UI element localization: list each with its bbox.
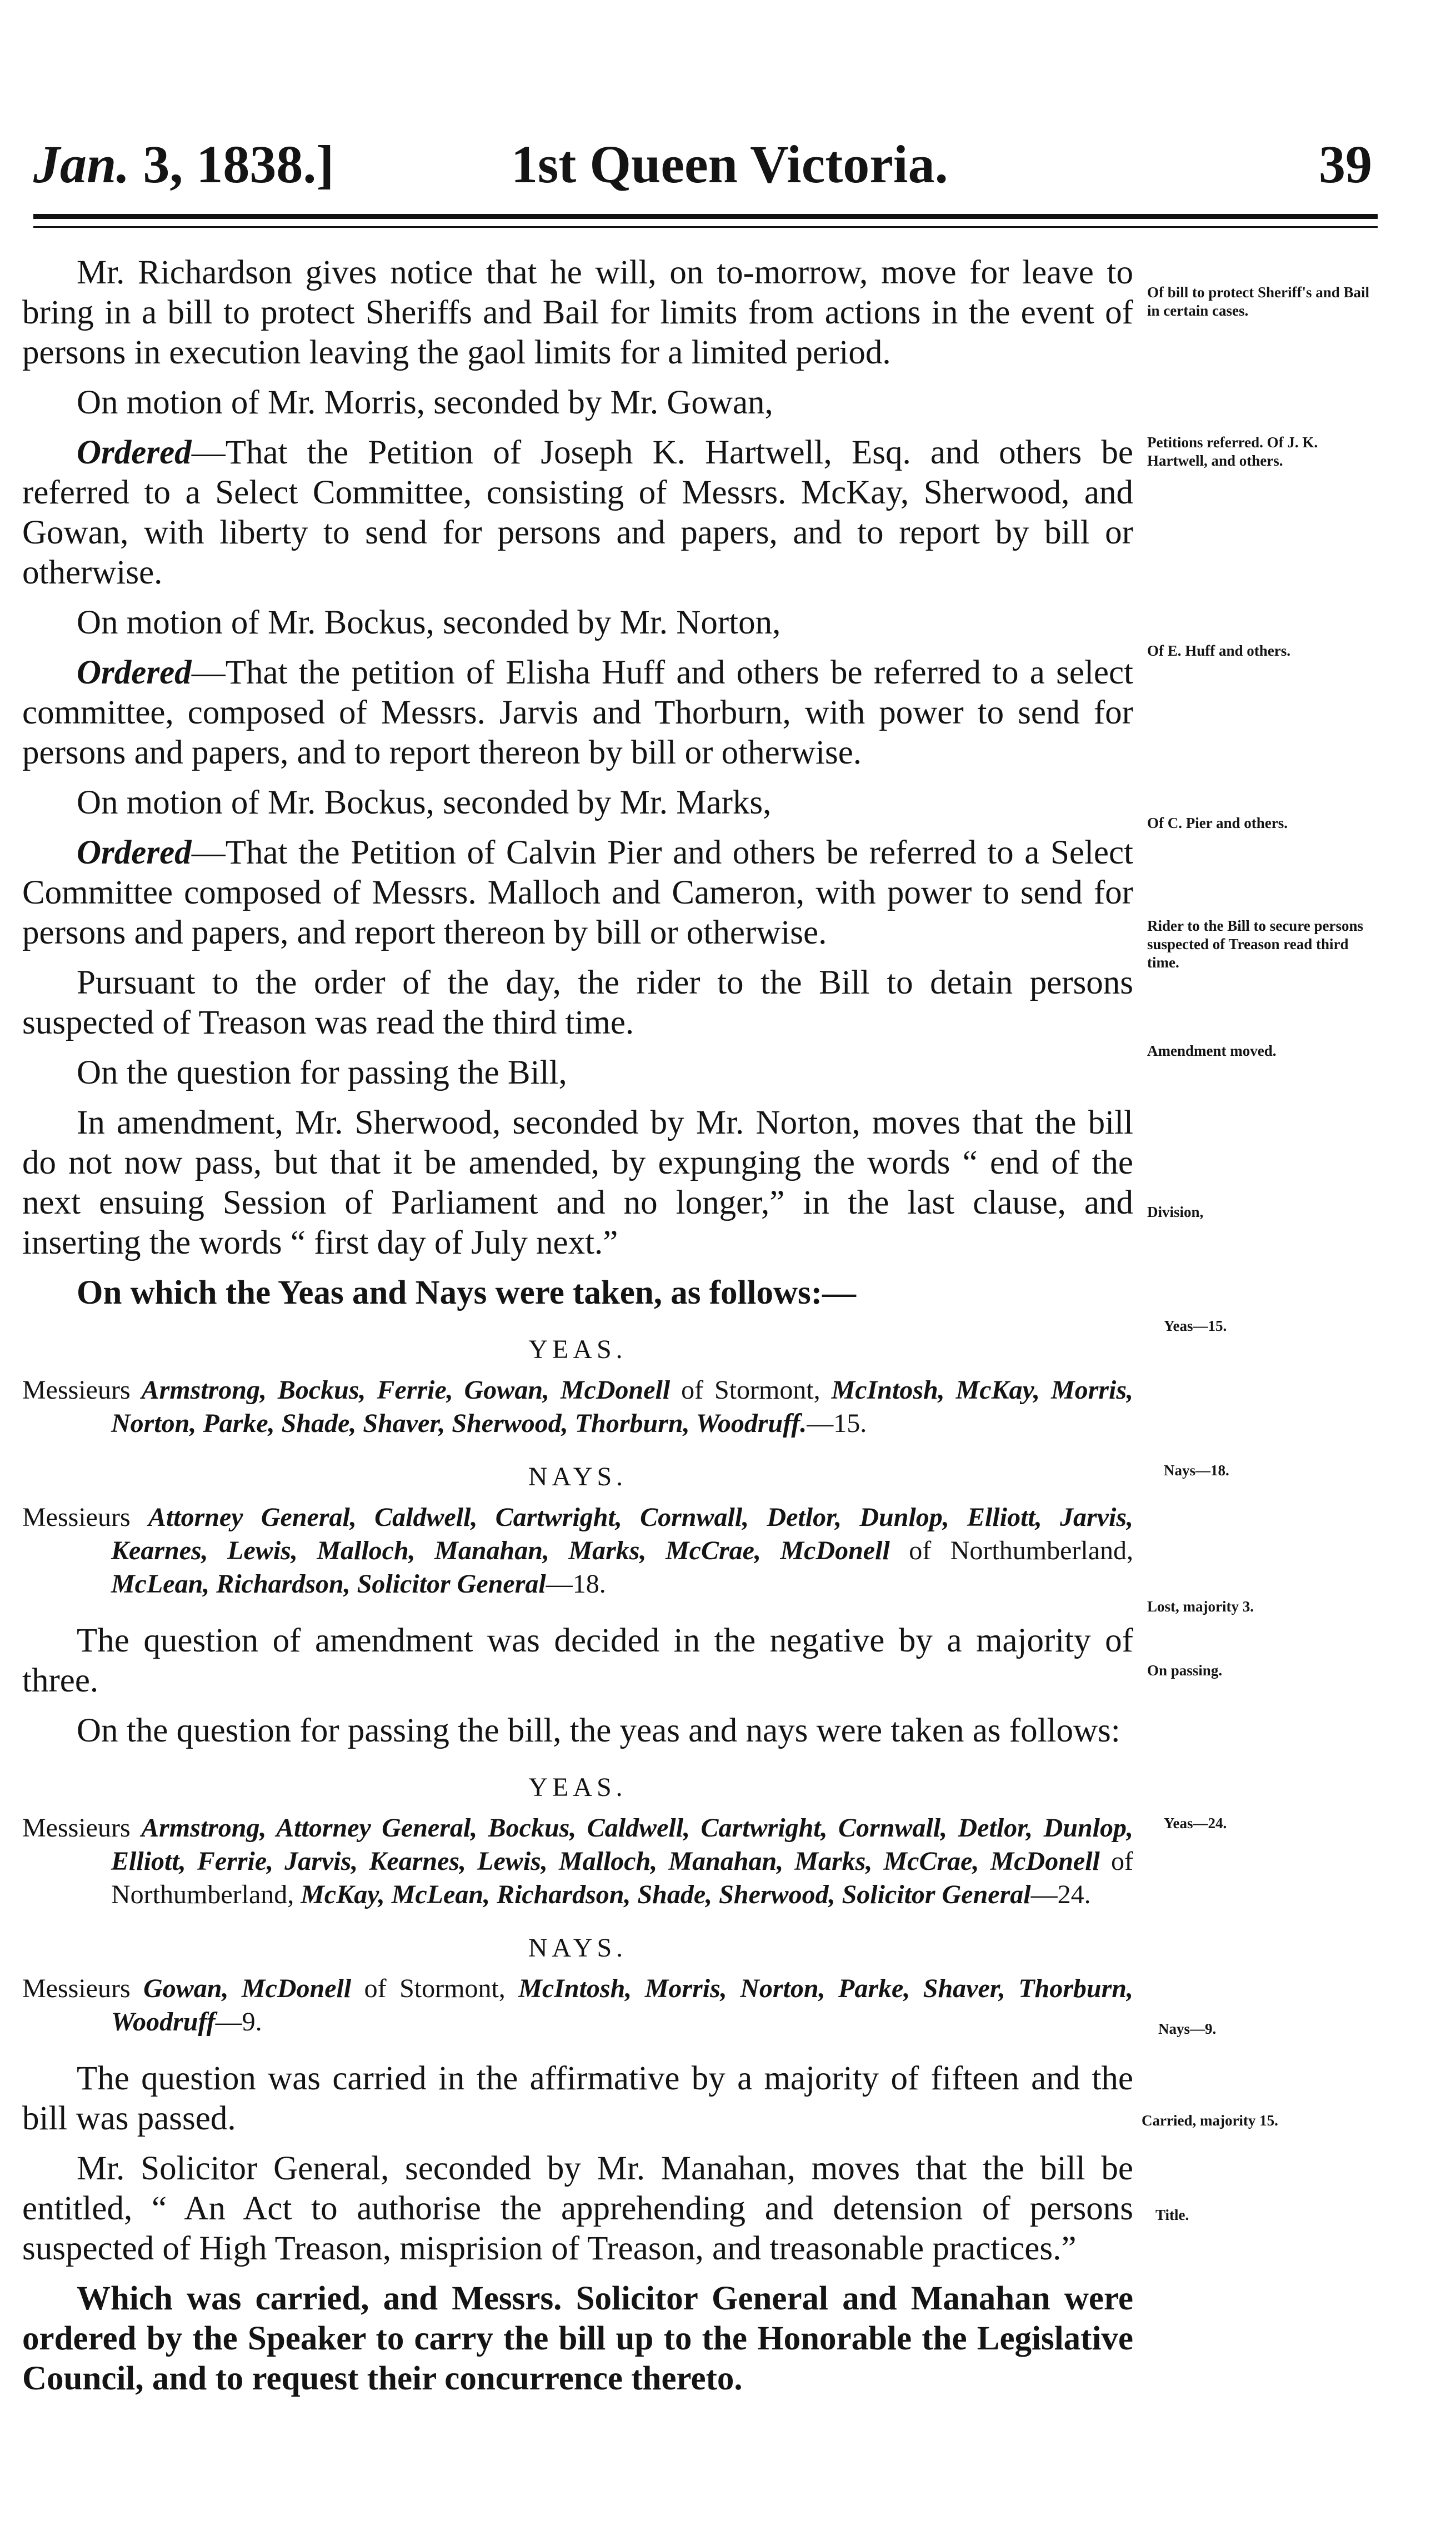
page-number: 39 bbox=[1319, 134, 1372, 194]
header-date: Jan. 3, 1838.] bbox=[33, 134, 334, 194]
paragraph-ordered-hartwell: Ordered—That the Petition of Joseph K. Hartwell, Esq. and others be referred to a Select Committee, consisting of Messrs. McKay, Sherwood, and Gowan, with liberty to send for persons and papers, and to report by bill or otherwise. bbox=[22, 434, 1133, 591]
margin-note-huff: Of E. Huff and others. bbox=[1147, 642, 1291, 659]
paragraph-passing-yeas-nays: On the question for passing the bill, the yeas and nays were taken as follows: bbox=[77, 1712, 1120, 1749]
margin-note-on-passing: On passing. bbox=[1147, 1662, 1223, 1679]
paragraph-amendment-lost: The question of amendment was decided in the negative by a majority of three. bbox=[22, 1622, 1133, 1699]
margin-note-petitions-referred: Petitions referred. Of J. K. Hartwell, and others. bbox=[1147, 434, 1318, 469]
margin-note-rider: Rider to the Bill to secure persons suspected of Treason read third time. bbox=[1147, 917, 1363, 971]
margin-note-yeas-24: Yeas—24. bbox=[1164, 1815, 1227, 1832]
paragraph-amendment-sherwood: In amendment, Mr. Sherwood, seconded by Mr. Norton, moves that the bill do not now pass, but that it be amended, by expunging the words “ end of the next ensuing Session of Parliament and no longer,” in the last clause, and inserting the words “ first day of July next.” bbox=[22, 1104, 1133, 1261]
paragraph-motion-bockus-norton: On motion of Mr. Bockus, seconded by Mr. Norton, bbox=[77, 604, 781, 641]
division1-nays-list: Messieurs Attorney General, Caldwell, Cartwright, Cornwall, Detlor, Dunlop, Elliott, Jarvis, Kearnes, Lewis, Malloch, Manahan, Marks, McCrae, McDonell of Northumberland, McLean, Richardson, Solicitor General—18. bbox=[22, 1503, 1134, 1599]
ordered-word: Ordered bbox=[77, 834, 192, 871]
paragraph-question-passing: On the question for passing the Bill, bbox=[77, 1054, 567, 1091]
ordered-word: Ordered bbox=[77, 654, 192, 691]
division1-yeas-label: YEAS. bbox=[528, 1335, 627, 1364]
division2-nays-list: Messieurs Gowan, McDonell of Stormont, McIntosh, Morris, Norton, Parke, Shaver, Thorburn, Woodruff—9. bbox=[22, 1974, 1133, 2037]
main-text-column bbox=[22, 253, 1133, 2409]
paragraph-yeas-nays-taken: On which the Yeas and Nays were taken, as follows:— bbox=[77, 1274, 857, 1311]
header-rule-thin bbox=[33, 226, 1378, 228]
paragraph-ordered-pier: Ordered—That the Petition of Calvin Pier and others be referred to a Select Committee composed of Messrs. Malloch and Cameron, with power to send for persons and papers, and report thereon by bill or otherwise. bbox=[22, 834, 1133, 951]
paragraph-motion-bockus-marks: On motion of Mr. Bockus, seconded by Mr. Marks, bbox=[77, 784, 772, 821]
margin-note-division: Division, bbox=[1147, 1204, 1204, 1220]
margin-note-nays-9: Nays—9. bbox=[1158, 2020, 1217, 2037]
paragraph-ordered-huff: Ordered—That the petition of Elisha Huff and others be referred to a select committee, composed of Messrs. Jarvis and Thorburn, with power to send for persons and papers, and to report thereon by bill or otherwise. bbox=[22, 654, 1133, 771]
header-title: 1st Queen Victoria. bbox=[511, 134, 948, 194]
margin-note-sheriffs-bill: Of bill to protect Sheriff's and Bail in certain cases. bbox=[1147, 284, 1370, 319]
division1-nays-label: NAYS. bbox=[528, 1462, 628, 1491]
paragraph-bill-passed: The question was carried in the affirmative by a majority of fifteen and the bill was passed. bbox=[22, 2060, 1133, 2137]
paragraph-title-motion: Mr. Solicitor General, seconded by Mr. Manahan, moves that the bill be entitled, “ An Act to authorise the apprehending and detension of persons suspected of High Treason, misprision of Treason, and treasonable practices.” bbox=[22, 2150, 1133, 2267]
division1-yeas-list: Messieurs Armstrong, Bockus, Ferrie, Gowan, McDonell of Stormont, McIntosh, McKay, Morris, Norton, Parke, Shade, Shaver, Sherwood, Thorburn, Woodruff.—15. bbox=[22, 1375, 1134, 1438]
margin-note-carried-majority: Carried, majority 15. bbox=[1142, 2112, 1278, 2129]
paragraph-notice-richardson: Mr. Richardson gives notice that he will, on to-morrow, move for leave to bring in a bill to protect Sheriffs and Bail for limits from actions in the event of persons in execution leaving the gaol limits for a limited period. bbox=[22, 254, 1133, 371]
division2-yeas-label: YEAS. bbox=[528, 1773, 627, 1802]
margin-note-lost-majority: Lost, majority 3. bbox=[1147, 1598, 1254, 1615]
paragraph-motion-morris: On motion of Mr. Morris, seconded by Mr. Gowan, bbox=[77, 384, 773, 421]
division2-yeas-list: Messieurs Armstrong, Attorney General, Bockus, Caldwell, Cartwright, Cornwall, Detlor, Dunlop, Elliott, Ferrie, Jarvis, Kearnes, Lewis, Malloch, Manahan, Marks, McCrae, McDonell of Northumberland, McKay, McLean, Richardson, Shade, Sherwood, Solicitor General—24. bbox=[22, 1813, 1134, 1909]
margin-note-amendment-moved: Amendment moved. bbox=[1147, 1042, 1277, 1059]
paragraph-carry-to-council: Which was carried, and Messrs. Solicitor General and Manahan were ordered by the Speaker to carry the bill up to the Honorable the Legislative Council, and to request their concurrence thereto. bbox=[22, 2280, 1133, 2397]
margin-note-nays-18: Nays—18. bbox=[1164, 1462, 1229, 1479]
margin-note-pier: Of C. Pier and others. bbox=[1147, 815, 1288, 831]
running-header bbox=[33, 133, 1378, 200]
paragraph-rider-third-reading: Pursuant to the order of the day, the rider to the Bill to detain persons suspected of Treason was read the third time. bbox=[22, 964, 1133, 1041]
division2-nays-label: NAYS. bbox=[528, 1933, 628, 1963]
ordered-word: Ordered bbox=[77, 434, 192, 471]
margin-note-title: Title. bbox=[1155, 2207, 1189, 2223]
margin-note-yeas-15: Yeas—15. bbox=[1164, 1318, 1227, 1334]
header-rule-thick bbox=[33, 214, 1378, 219]
